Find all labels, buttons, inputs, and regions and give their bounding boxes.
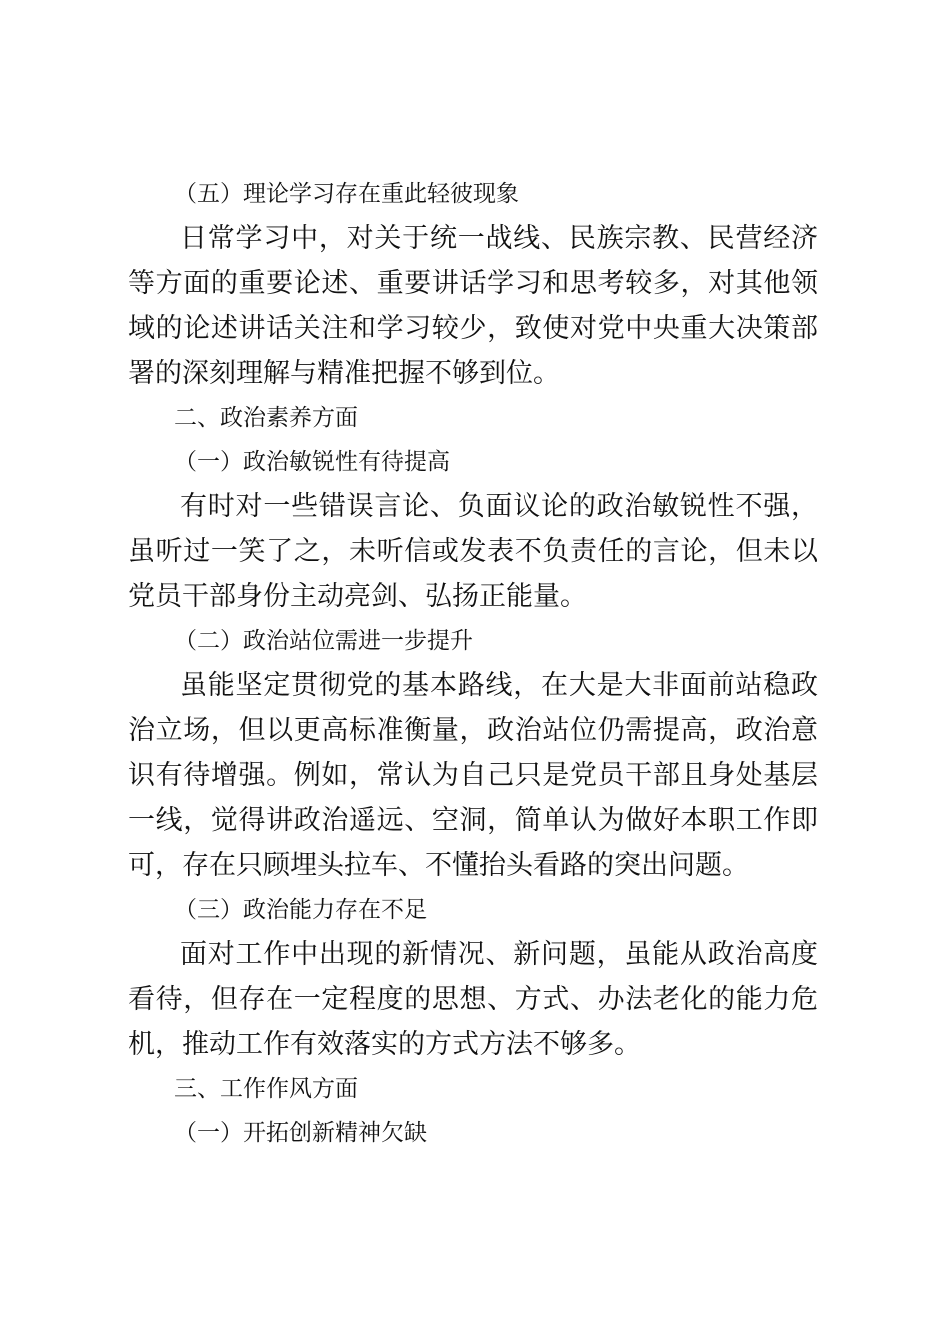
document-body [128, 172, 818, 1155]
paragraph-political-ability: 面对工作中出现的新情况、新问题，虽能从政治高度看待，但存在一定程度的思想、方式、办法老化的能力危机，推动工作有效落实的方式方法不够多。 [128, 939, 818, 1060]
paragraph-political-sensitivity: 有时对一些错误言论、负面议论的政治敏锐性不强，虽听过一笑了之，未听信或发表不负责任的言论，但未以党员干部身份主动亮剑、弘扬正能量。 [128, 491, 818, 612]
paragraph-theory-study: 日常学习中，对关于统一战线、民族宗教、民营经济等方面的重要论述、重要讲话学习和思考较多，对其他领域的论述讲话关注和学习较少，致使对党中央重大决策部署的深刻理解与精准把握不够到位。 [128, 223, 818, 389]
section-heading-work-style: 三、工作作风方面 [174, 1076, 358, 1102]
section-heading-theory-study: （五）理论学习存在重此轻彼现象 [174, 181, 519, 207]
section-heading-political-literacy: 二、政治素养方面 [174, 405, 358, 431]
subsection-heading-political-stance: （二）政治站位需进一步提升 [174, 628, 473, 654]
subsection-heading-innovation: （一）开拓创新精神欠缺 [174, 1120, 427, 1146]
subsection-heading-political-sensitivity: （一）政治敏锐性有待提高 [174, 449, 450, 475]
paragraph-political-stance: 虽能坚定贯彻党的基本路线，在大是大非面前站稳政治立场，但以更高标准衡量，政治站位仍需提高，政治意识有待增强。例如，常认为自己只是党员干部且身处基层一线，觉得讲政治遥远、空洞，简单认为做好本职工作即可，存在只顾埋头拉车、不懂抬头看路的突出问题。 [128, 670, 818, 881]
subsection-heading-political-ability: （三）政治能力存在不足 [174, 897, 427, 923]
